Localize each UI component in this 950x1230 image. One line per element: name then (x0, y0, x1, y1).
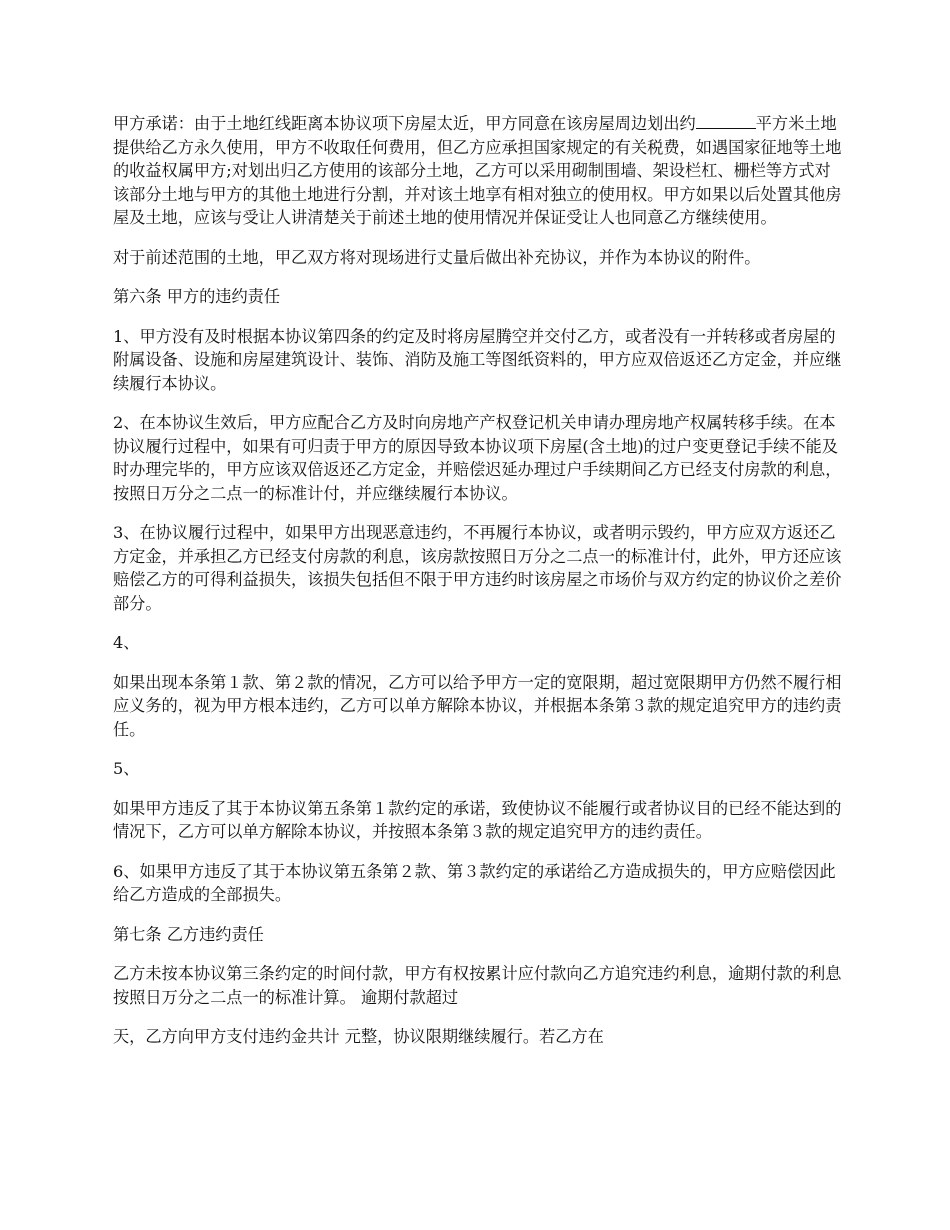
heading-article-6: 第六条 甲方的违约责任 (113, 287, 281, 306)
clause-6-5-text: 如果甲方违反了其于本协议第五条第１款约定的承诺，致使协议不能履行或者协议目的已经不能达到的情况下，乙方可以单方解除本协议，并按照本条第３款的规定追究甲方的违约责任。 (113, 798, 842, 841)
paragraph-supplement-agreement: 对于前述范围的土地，甲乙双方将对现场进行丈量后做出补充协议，并作为本协议的附件。 (113, 247, 761, 267)
paragraph-land-commitment (113, 110, 843, 230)
paragraph-land-commitment-end: 平方米土地提供给乙方永久使用，甲方不收取任何费用，但乙方应承担国家规定的有关税费，如遇国家征地等土地的收益权属甲方;对划出归乙方使用的该部分土地，乙方可以采用砌制围墙、架设栏杠、栅栏等方式对该部分土地与甲方的其他土地进行分割，并对该土地享有相对独立的使用权。甲方如果以后处置其他房屋及土地，应该与受让人讲清楚关于前述土地的使用情况并保证受让人也同意乙方继续使用。 (113, 114, 842, 227)
paragraph-land-commitment-start: 甲方承诺：由于土地红线距离本协议项下房屋太近，甲方同意在该房屋周边划出约 (113, 114, 696, 133)
clause-6-6: 6、如果甲方违反了其于本协议第五条第２款、第３款约定的承诺给乙方造成损失的，甲方应赔偿因此给乙方造成的全部损失。 (113, 861, 836, 904)
clause-6-4-text: 如果出现本条第１款、第２款的情况，乙方可以给予甲方一定的宽限期，超过宽限期甲方仍然不履行相应义务的，视为甲方根本违约，乙方可以单方解除本协议，并根据本条第３款的规定追究甲方的违约责任。 (113, 672, 842, 739)
paragraph-late-payment: 乙方未按本协议第三条约定的时间付款，甲方有权按累计应付款向乙方追究违约利息，逾期付款的利息按照日万分之二点一的标准计算。 逾期付款超过 (113, 964, 842, 1007)
clause-6-3: 3、在协议履行过程中，如果甲方出现恶意违约，不再履行本协议，或者明示毁约，甲方应双方返还乙方定金，并承担乙方已经支付房款的利息，该房款按照日万分之二点一的标准计付，此外，甲方还应该赔偿乙方的可得利益损失，该损失包括但不限于甲方违约时该房屋之市场价与双方约定的协议价之差价部分。 (113, 523, 842, 613)
paragraph-penalty: 天，乙方向甲方支付违约金共计 元整，协议限期继续履行。若乙方在 (113, 1027, 604, 1046)
clause-6-5-number: 5、 (113, 759, 140, 778)
clause-6-4-number: 4、 (113, 633, 140, 652)
clause-6-1: 1、甲方没有及时根据本协议第四条的约定及时将房屋腾空并交付乙方，或者没有一并转移或者房屋的附属设备、设施和房屋建筑设计、装饰、消防及施工等图纸资料的，甲方应双倍返还乙方定金，并应继续履行本协议。 (113, 326, 842, 393)
clause-6-2: 2、在本协议生效后，甲方应配合乙方及时向房地产产权登记机关申请办理房地产权属转移手续。在本协议履行过程中，如果有可归责于甲方的原因导致本协议项下房屋(含土地)的过户变更登记手续不能及时办理完毕的，甲方应该双倍返还乙方定金，并赔偿迟延办理过户手续期间乙方已经支付房款的利息，按照日万分之二点一的标准计付，并应继续履行本协议。 (113, 413, 842, 503)
document-page (113, 110, 843, 1065)
heading-article-7: 第七条 乙方违约责任 (113, 924, 264, 944)
area-blank-line (696, 110, 756, 129)
